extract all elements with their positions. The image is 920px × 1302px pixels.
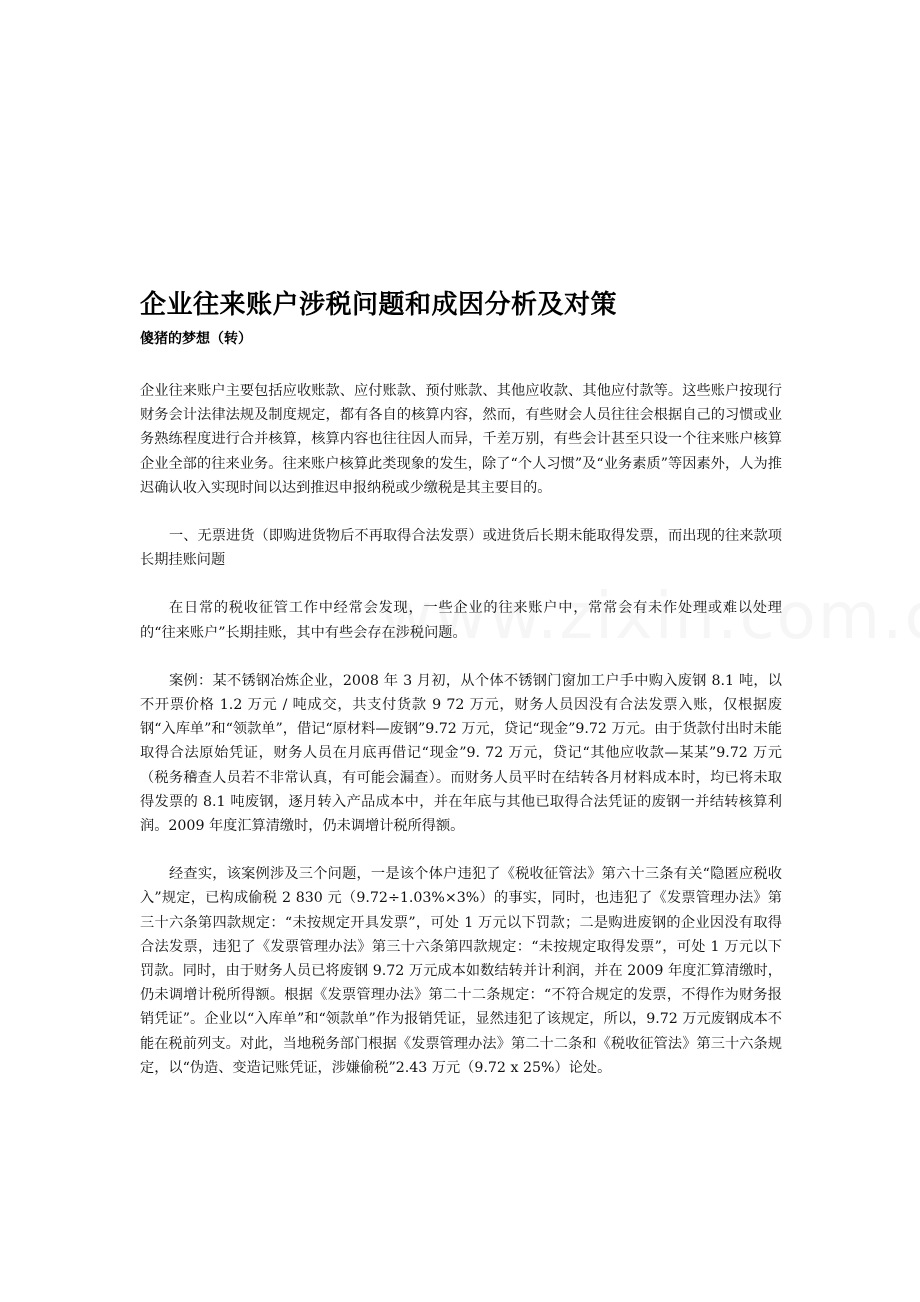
paragraph-case-example: 案例：某不锈钢冶炼企业，2008 年 3 月初，从个体不锈钢门窗加工户手中购入废钢 8.1 吨，以不开票价格 1.2 万元 / 吨成交，共支付货款 9 72 万元，财务人员因没有合法发票入账，仅根据废钢“入库单”和“领款单”，借记“原材料—废钢”9.72 万元，贷记“现金”9.72 万元。由于货款付出时未能取得合法原始凭证，财务人员在月底再借记“现金”9. 72 万元，贷记“其他应收款—某某”9.72 万元（税务稽查人员若不非常认真，有可能会漏查）。而财务人员平时在结转各月材料成本时，均已将未取得发票的 8.1 吨废钢，逐月转入产品成本中，并在年底与其他已取得合法凭证的废钢一并结转核算利润。2009 年度汇算清缴时，仍未调增计税所得额。 — [140, 672, 782, 835]
document-title: 企业往来账户涉税问题和成因分析及对策 — [140, 290, 618, 320]
document-byline: 傻猪的梦想（转） — [140, 331, 252, 347]
paragraph-investigation: 经查实，该案例涉及三个问题，一是该个体户违犯了《税收征管法》第六十三条有关“隐匿应税收入”规定，已构成偷税 2 830 元（9.72÷1.03%×3%）的事实，同时，也违犯了《发票管理办法》第三十六条第四款规定：“未按规定开具发票”，可处 1 万元以下罚款；二是购进废钢的企业因没有取得合法发票，违犯了《发票管理办法》第三十六条第四款规定：“未按规定取得发票”，可处 1 万元以下罚款。同时，由于财务人员已将废钢 9.72 万元成本如数结转并计利润，并在 2009 年度汇算清缴时，仍未调增计税所得额。根据《发票管理办法》第二十二条规定：“不符合规定的发票，不得作为财务报销凭证”。企业以“入库单”和“领款单”作为报销凭证，显然违犯了该规定，所以，9.72 万元废钢成本不能在税前列支。对此，当地税务部门根据《发票管理办法》第二十二条和《税收征管法》第三十六条规定，以“伪造、变造记账凭证，涉嫌偷税”2.43 万元（9.72 x 25%）论处。 — [140, 866, 782, 1076]
paragraph-intro: 企业往来账户主要包括应收账款、应付账款、预付账款、其他应收款、其他应付款等。这些账户按现行财务会计法律法规及制度规定，都有各自的核算内容，然而，有些财会人员往往会根据自己的习惯或业务熟练程度进行合并核算，核算内容也往往因人而异，千差万别，有些会计甚至只设一个往来账户核算企业全部的往来业务。往来账户核算此类现象的发生，除了“个人习惯”及“业务素质”等因素外，人为推迟确认收入实现时间以达到推迟申报纳税或少缴税是其主要目的。 — [140, 383, 782, 496]
paragraph-observation: 在日常的税收征管工作中经常会发现，一些企业的往来账户中，常常会有未作处理或难以处理的“往来账户”长期挂账，其中有些会存在涉税问题。 — [140, 600, 782, 641]
document-body — [140, 286, 782, 1080]
paragraph-section-heading: 一、无票进货（即购进货物后不再取得合法发票）或进货后长期未能取得发票，而出现的往来款项长期挂账问题 — [140, 528, 782, 569]
